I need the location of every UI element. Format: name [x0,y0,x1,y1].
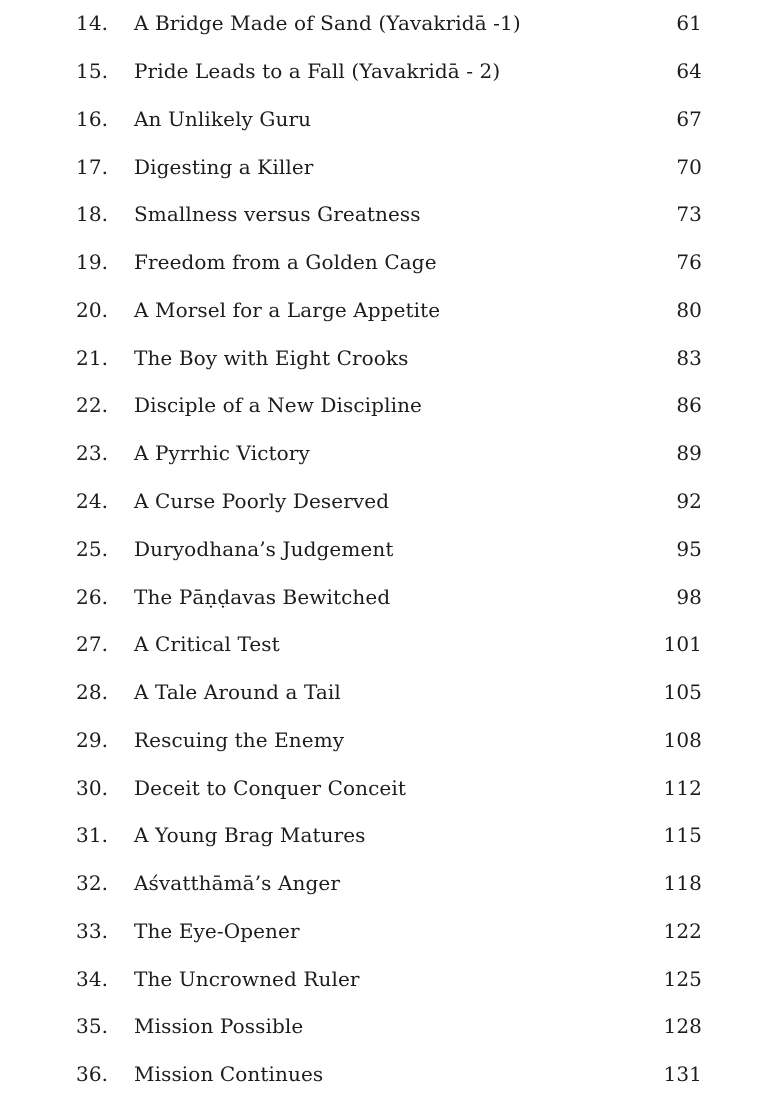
toc-entry [0,438,780,468]
chapter-title: A Pyrrhic Victory [134,441,310,465]
chapter-title: Aśvatthāmā’s Anger [134,871,340,895]
page-number: 122 [663,919,702,943]
chapter-title: The Boy with Eight Crooks [134,346,409,370]
toc-entry [0,343,780,373]
chapter-title: Freedom from a Golden Cage [134,250,437,274]
page-number: 115 [663,823,702,847]
chapter-number: 36. [76,1062,109,1086]
chapter-number: 21. [76,346,109,370]
toc-entry [0,773,780,803]
toc-entry [0,582,780,612]
page-number: 64 [676,59,702,83]
toc-entry [0,199,780,229]
chapter-title: A Critical Test [134,632,280,656]
page-number: 112 [663,776,702,800]
page-number: 61 [676,11,702,35]
chapter-number: 19. [76,250,109,274]
toc-entry [0,629,780,659]
toc-entry [0,725,780,755]
toc-entry [0,486,780,516]
chapter-title: Mission Possible [134,1014,304,1038]
chapter-title: Rescuing the Enemy [134,728,345,752]
page-number: 86 [676,393,702,417]
page-number: 131 [663,1062,702,1086]
chapter-number: 27. [76,632,109,656]
page-number: 95 [676,537,702,561]
page-number: 92 [676,489,702,513]
chapter-number: 30. [76,776,109,800]
toc-entry [0,1059,780,1089]
chapter-number: 28. [76,680,109,704]
page-number: 128 [663,1014,702,1038]
toc-entry [0,677,780,707]
toc-entry [0,820,780,850]
chapter-number: 25. [76,537,109,561]
chapter-title: The Eye-Opener [134,919,300,943]
page-number: 125 [663,967,702,991]
chapter-number: 26. [76,585,109,609]
page-number: 98 [676,585,702,609]
chapter-title: Smallness versus Greatness [134,202,421,226]
page-number: 118 [663,871,702,895]
chapter-title: Mission Continues [134,1062,324,1086]
chapter-number: 31. [76,823,109,847]
chapter-title: Disciple of a New Discipline [134,393,422,417]
toc-entry [0,1011,780,1041]
toc-entry [0,247,780,277]
page-number: 108 [663,728,702,752]
chapter-number: 20. [76,298,109,322]
toc-entry [0,152,780,182]
chapter-number: 35. [76,1014,109,1038]
chapter-title: An Unlikely Guru [134,107,312,131]
chapter-number: 29. [76,728,109,752]
chapter-number: 17. [76,155,109,179]
chapter-title: A Morsel for a Large Appetite [134,298,441,322]
chapter-number: 22. [76,393,109,417]
toc-entry [0,104,780,134]
toc-entry [0,964,780,994]
page-number: 73 [676,202,702,226]
chapter-number: 33. [76,919,109,943]
chapter-number: 16. [76,107,109,131]
page-number: 89 [676,441,702,465]
chapter-title: A Young Brag Matures [134,823,366,847]
chapter-title: Duryodhana’s Judgement [134,537,394,561]
chapter-title: A Tale Around a Tail [134,680,341,704]
chapter-title: A Bridge Made of Sand (Yavakridā -1) [134,11,521,35]
page-number: 105 [663,680,702,704]
chapter-number: 18. [76,202,109,226]
page-number: 101 [663,632,702,656]
page-number: 83 [676,346,702,370]
chapter-title: Pride Leads to a Fall (Yavakridā - 2) [134,59,501,83]
chapter-number: 24. [76,489,109,513]
chapter-title: The Uncrowned Ruler [134,967,360,991]
chapter-number: 34. [76,967,109,991]
toc-entry [0,868,780,898]
toc-entry [0,295,780,325]
toc-entry [0,390,780,420]
toc-entry [0,534,780,564]
chapter-title: A Curse Poorly Deserved [134,489,390,513]
chapter-number: 32. [76,871,109,895]
chapter-number: 15. [76,59,109,83]
toc-entry [0,56,780,86]
chapter-number: 14. [76,11,109,35]
chapter-number: 23. [76,441,109,465]
chapter-title: Deceit to Conquer Conceit [134,776,406,800]
toc-entry [0,916,780,946]
toc-entry [0,8,780,38]
page-number: 80 [676,298,702,322]
page-number: 67 [676,107,702,131]
chapter-title: Digesting a Killer [134,155,314,179]
page-number: 76 [676,250,702,274]
chapter-title: The Pāṇḍavas Bewitched [134,585,391,609]
page-number: 70 [676,155,702,179]
